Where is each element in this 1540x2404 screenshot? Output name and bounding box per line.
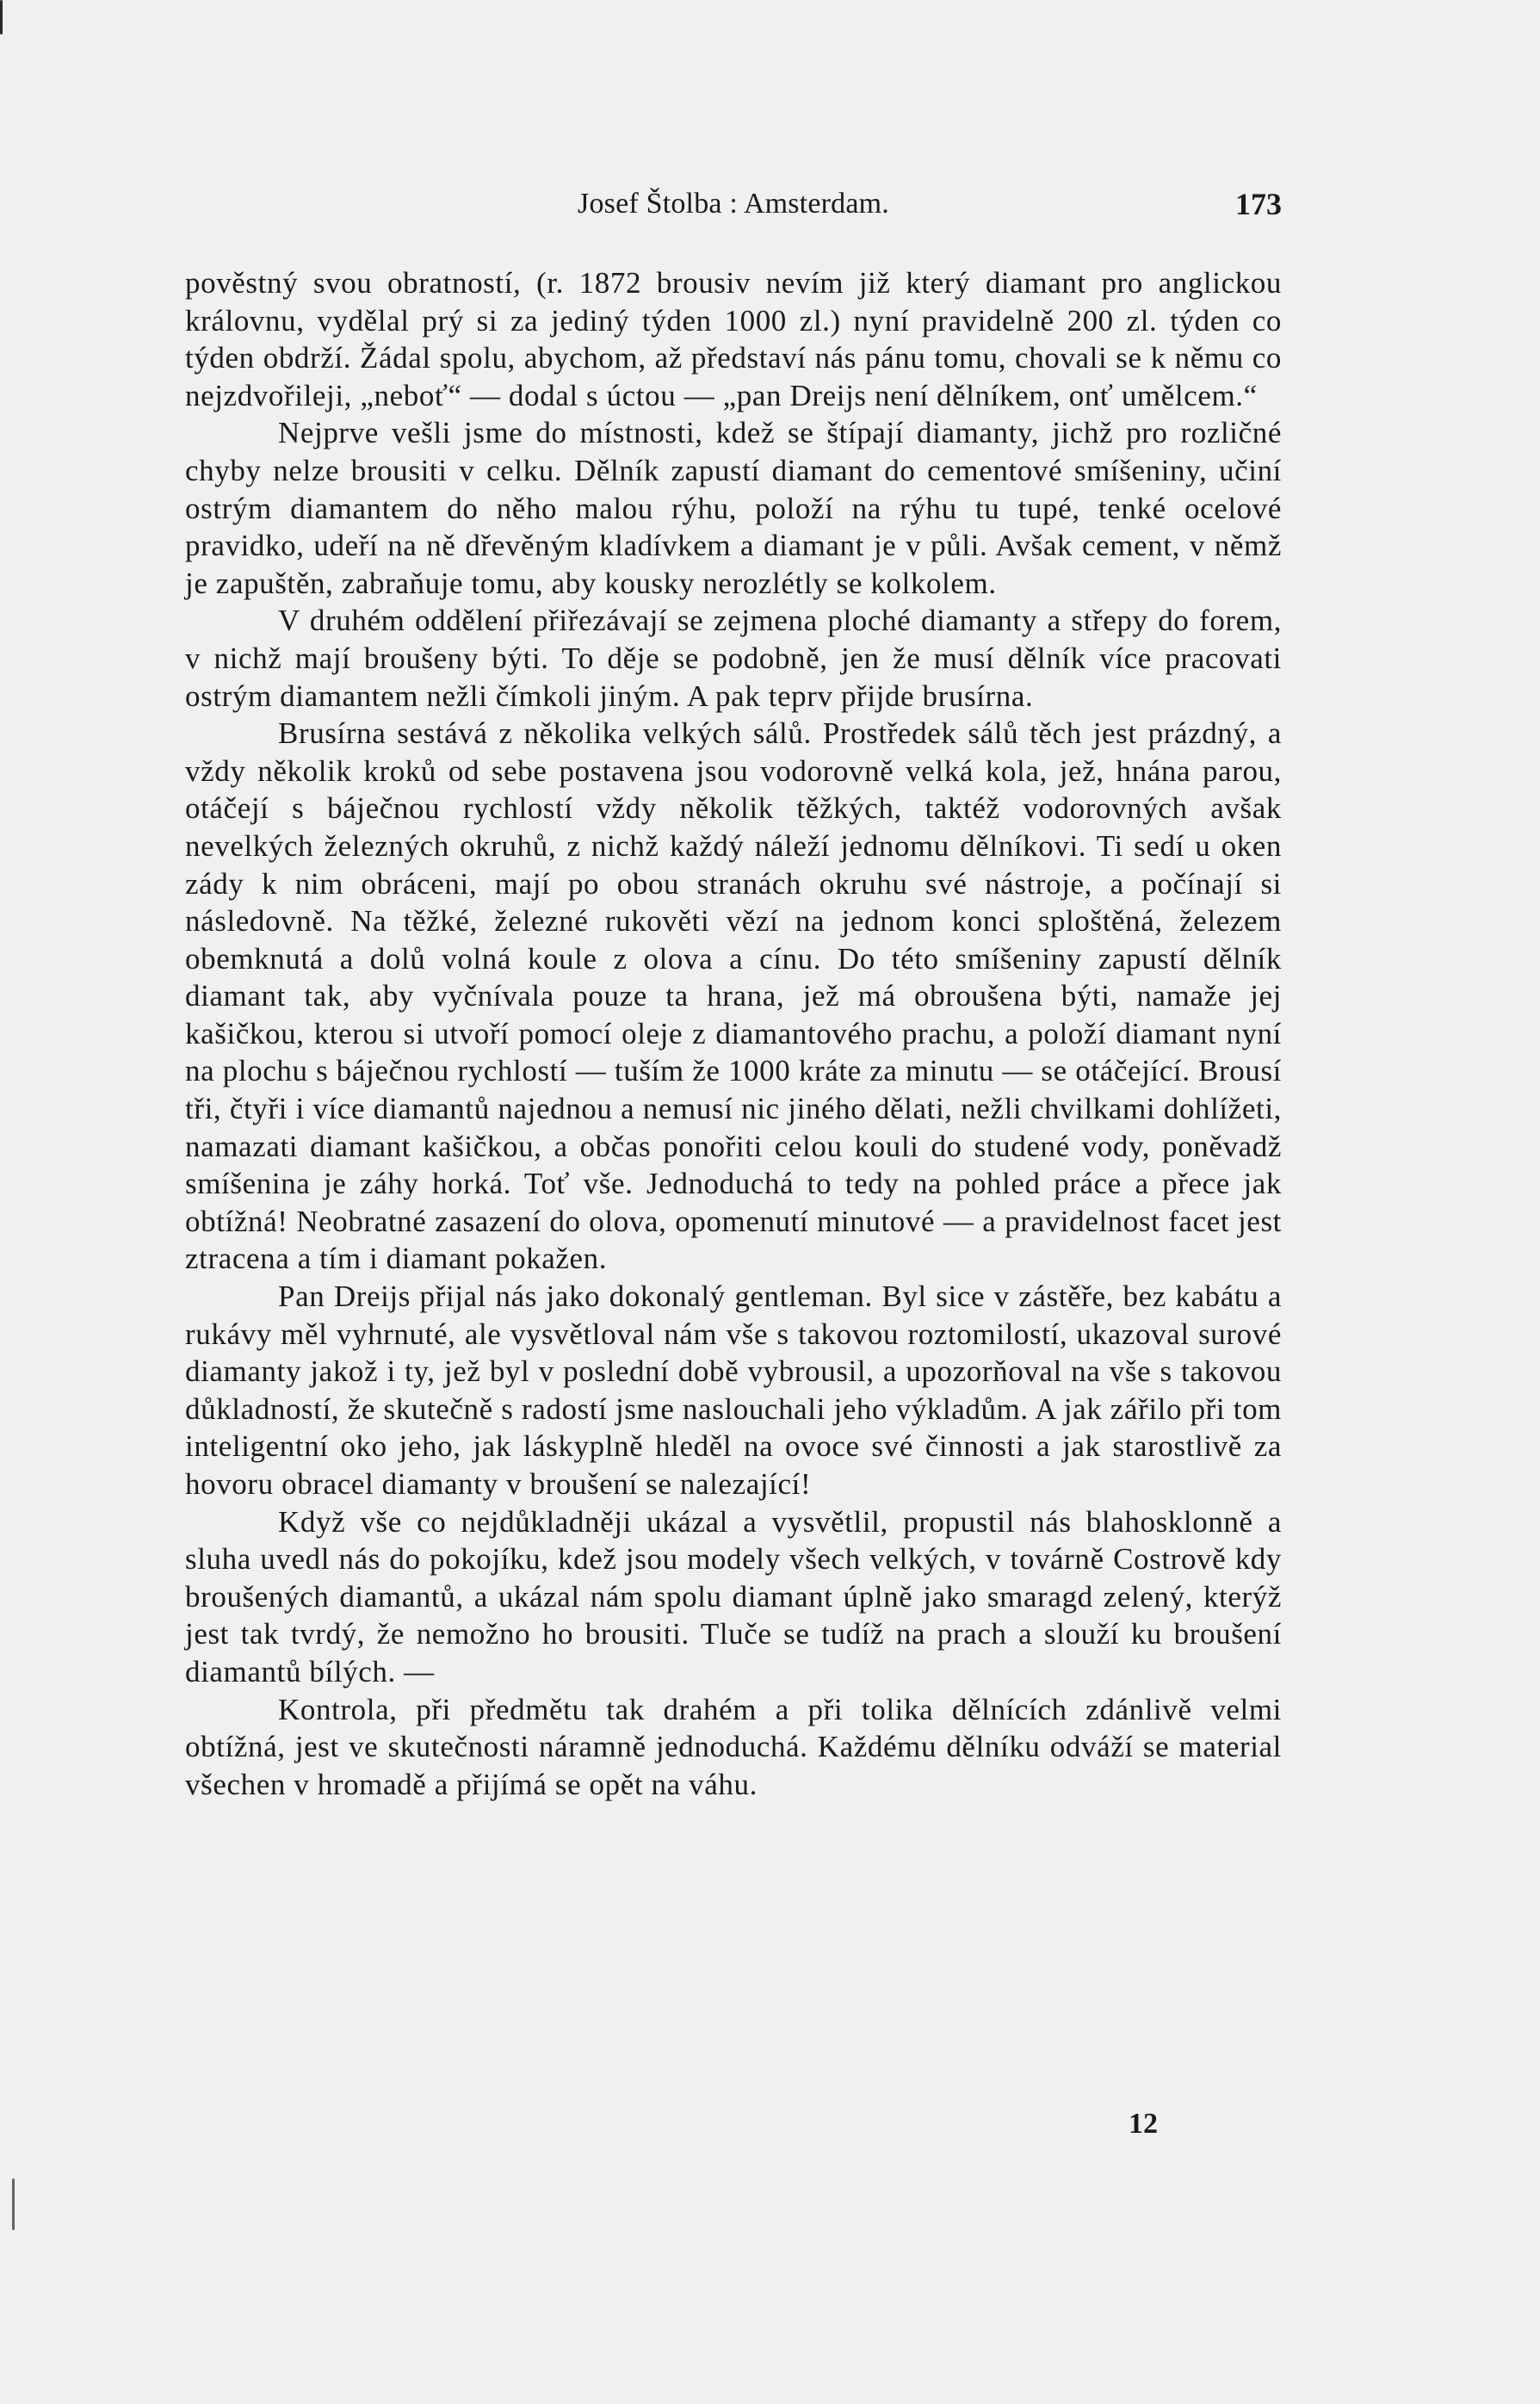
paragraph: Kontrola, při předmětu tak drahém a při tolika dělnících zdánlivě velmi obtížná, jest ve skutečnosti náramně jednoduchá. Každému dělníku odváží se material všechen v hromadě a přijímá se opět na váhu. (185, 1692, 1282, 1801)
paragraph: pověstný svou obratností, (r. 1872 brousiv nevím již který diamant pro anglickou královnu, vydělal prý si za jediný týden 1000 zl.) nyní pravidelně 200 zl. týden co týden obdrží. Žádal spolu, abychom, až představí nás pánu tomu, chovali se k němu co nejzdvořileji, „neboť“ — dodal s úctou — „pan Dreijs není dělníkem, onť umělcem.“ (185, 266, 1282, 412)
running-head: Josef Štolba : Amsterdam. (578, 188, 889, 220)
page-number: 173 (1235, 187, 1282, 221)
paragraph: Nejprve vešli jsme do místnosti, kdež se štípají diamanty, jichž pro rozličné chyby nelze brousiti v celku. Dělník zapustí diamant do cementové smíšeniny, učiní ostrým diamantem do něho malou rýhu, položí na rýhu tu tupé, tenké ocelové pravidko, udeří na ně dřevěným kladívkem a diamant je v půli. Avšak cement, v němž je zapuštěn, zabraňuje tomu, aby kousky nerozlétly se kolkolem. (185, 416, 1282, 600)
scan-edge-mark (12, 2178, 15, 2230)
page-header (185, 183, 1282, 226)
body-text (185, 264, 1282, 1803)
paragraph: Pan Dreijs přijal nás jako dokonalý gentleman. Byl sice v zástěře, bez kabátu a rukávy měl vyhrnuté, ale vysvětloval nám vše s takovou roztomilostí, ukazoval surové diamanty jakož i ty, jež byl v poslední době vybrousil, a upozorňoval na vše s takovou důkladností, že skutečně s radostí jsme naslouchali jeho výkladům. A jak zářilo při tom inteligentní oko jeho, jak láskyplně hleděl na ovoce své činnosti a jak starostlivě za hovoru obracel diamanty v broušení se nalezající! (185, 1279, 1282, 1501)
paragraph: Brusírna sestává z několika velkých sálů. Prostředek sálů těch jest prázdný, a vždy několik kroků od sebe postavena jsou vodorovně velká kola, jež, hnána parou, otáčejí s báječnou rychlostí vždy několik těžkých, taktéž vodorovných avšak nevelkých železných okruhů, z nichž každý náleží jednomu dělníkovi. Ti sedí u oken zády k nim obráceni, mají po obou stranách okruhu své nástroje, a počínají si následovně. Na těžké, železné rukověti vězí na jednom konci sploštěná, železem obemknutá a dolů volná koule z olova a cínu. Do této smíšeniny zapustí dělník diamant tak, aby vyčnívala pouze ta hrana, jež má obroušena býti, namaže jej kašičkou, kterou si utvoří pomocí oleje z diamantového prachu, a položí diamant nyní na plochu s báječnou rychlostí — tuším že 1000 kráte za minutu — se otáčející. Brousí tři, čtyři i více diamantů najednou a nemusí nic jiného dělati, nežli chvilkami dohlížeti, namazati diamant kašičkou, a občas ponořiti celou kouli do studené vody, poněvadž smíšenina je záhy horká. Toť vše. Jednoduchá to tedy na pohled práce a přece jak obtížná! Neobratné zasazení do olova, opomenutí minutové — a pravidelnost facet jest ztracena a tím i diamant pokažen. (185, 716, 1282, 1276)
signature-mark: 12 (1129, 2108, 1158, 2140)
scan-edge-mark (0, 0, 3, 34)
paragraph: V druhém oddělení přiřezávají se zejmena ploché diamanty a střepy do forem, v nichž mají broušeny býti. To děje se podobně, jen že musí dělník více pracovati ostrým diamantem nežli čímkoli jiným. A pak teprv přijde brusírna. (185, 604, 1282, 713)
paragraph: Když vše co nejdůkladněji ukázal a vysvětlil, propustil nás blahosklonně a sluha uvedl nás do pokojíku, kdež jsou modely všech velkých, v továrně Costrově kdy broušených diamantů, a ukázal nám spolu diamant úplně jako smaragd zelený, kterýž jest tak tvrdý, že nemožno ho brousiti. Tluče se tudíž na prach a slouží ku broušení diamantů bílých. — (185, 1504, 1282, 1688)
